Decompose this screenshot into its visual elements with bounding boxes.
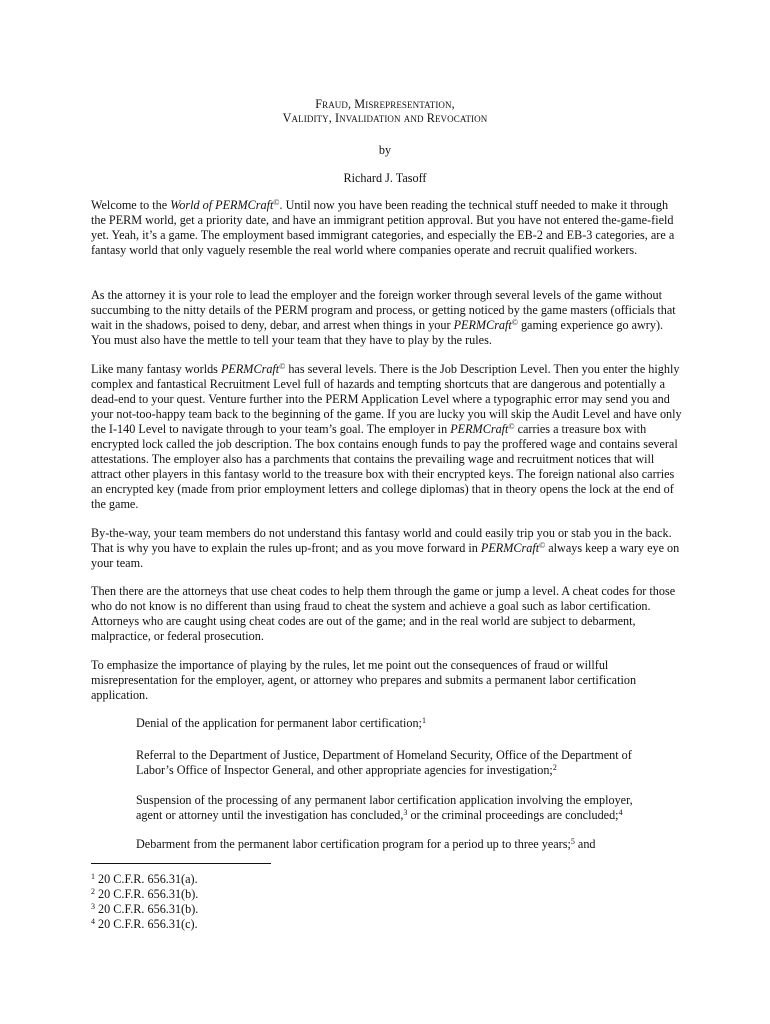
consequence-item: Debarment from the permanent labor certification program for a period up to three years;$^5$ and: [136, 837, 596, 851]
footnote: $^1$ 20 C.F.R. 656.31(a).: [91, 872, 198, 886]
author-name: Richard J. Tasoff: [343, 171, 427, 185]
byline-by: by: [378, 143, 392, 157]
paragraph-cheat-codes: Then there are the attorneys that use cheat codes to help them through the game or jump a level. A cheat codes for those who do not know is no different than using fraud to cheat the system and achieve a goal such as labor certification. Attorneys who are caught using cheat codes are out of the game; and in the real world are subject to debarment, malpractice, or federal prosecution.: [91, 584, 676, 643]
footnote: $^2$ 20 C.F.R. 656.31(b).: [91, 887, 199, 901]
paragraph-consequences-intro: To emphasize the importance of playing by the rules, let me point out the consequences of fraud or willful misrepresentation for the employer, agent, or attorney who prepares and submits a permanent labor certification application.: [91, 658, 637, 702]
footnote: $^4$ 20 C.F.R. 656.31(c).: [91, 917, 198, 931]
footnote: $^3$ 20 C.F.R. 656.31(b).: [91, 902, 199, 916]
consequence-item: Denial of the application for permanent labor certification;$^1$: [136, 716, 426, 730]
footnote-separator: [91, 863, 271, 864]
title-line-1: Fraud, Misrepresentation,: [315, 97, 455, 111]
paragraph-team-members: By-the-way, your team members do not understand this fantasy world and could easily trip you or stab you in the back. That is why you have to explain the rules up-front; and as you move forward in PERMCraft© always keep a wary eye on your team.: [91, 526, 680, 570]
paragraph-welcome: Welcome to the World of PERMCraft©. Until now you have been reading the technical stuff needed to make it through the PERM world, get a priority date, and have an immigrant petition approval. But you have not entered the-game-field yet. Yeah, it’s a game. The employment based immigrant categories, and especially the EB-2 and EB-3 categories, are a fantasy world that only vaguely resemble the real world where companies operate and recruit qualified workers.: [91, 198, 675, 257]
title-line-2: Validity, Invalidation and Revocation: [282, 111, 488, 125]
consequence-item: Referral to the Department of Justice, Department of Homeland Security, Office of the Department of Labor’s Office of Inspector General, and other appropriate agencies for investigation;$^2$: [136, 748, 632, 777]
paragraph-levels: Like many fantasy worlds PERMCraft© has several levels. There is the Job Description Level. Then you enter the highly complex and fantastical Recruitment Level full of hazards and tempting shortcuts that are dangerous and potentially a dead-end to your quest. Venture further into the PERM Application Level where a typographic error may send you and your not-too-happy team back to the beginning of the game. If you are lucky you will skip the Audit Level and have only the I-140 Level to navigate through to your team’s goal. The employer in PERMCraft© carries a treasure box with encrypted lock called the job description. The box contains enough funds to pay the proffered wage and contains several attestations. The employer also has a parchments that contains the prevailing wage and recruitment notices that will attract other players in this fantasy world to the treasure box with their encrypted keys. The foreign national also carries an encrypted key (made from prior employment letters and college diplomas) that in theory opens the lock at the end of the game.: [91, 362, 682, 511]
paragraph-attorney-role: As the attorney it is your role to lead the employer and the foreign worker through several levels of the game without succumbing to the nitty details of the PERM program and process, or getting noticed by the game masters (officials that wait in the shadows, poised to deny, debar, and arrest when things in your PERMCraft© gaming experience go awry). You must also have the mettle to tell your team that they have to play by the rules.: [91, 288, 676, 347]
consequence-item: Suspension of the processing of any permanent labor certification application involving the employer, agent or attorney until the investigation has concluded,$^3$ or the criminal proceedings are concluded;$^4$: [136, 793, 633, 822]
